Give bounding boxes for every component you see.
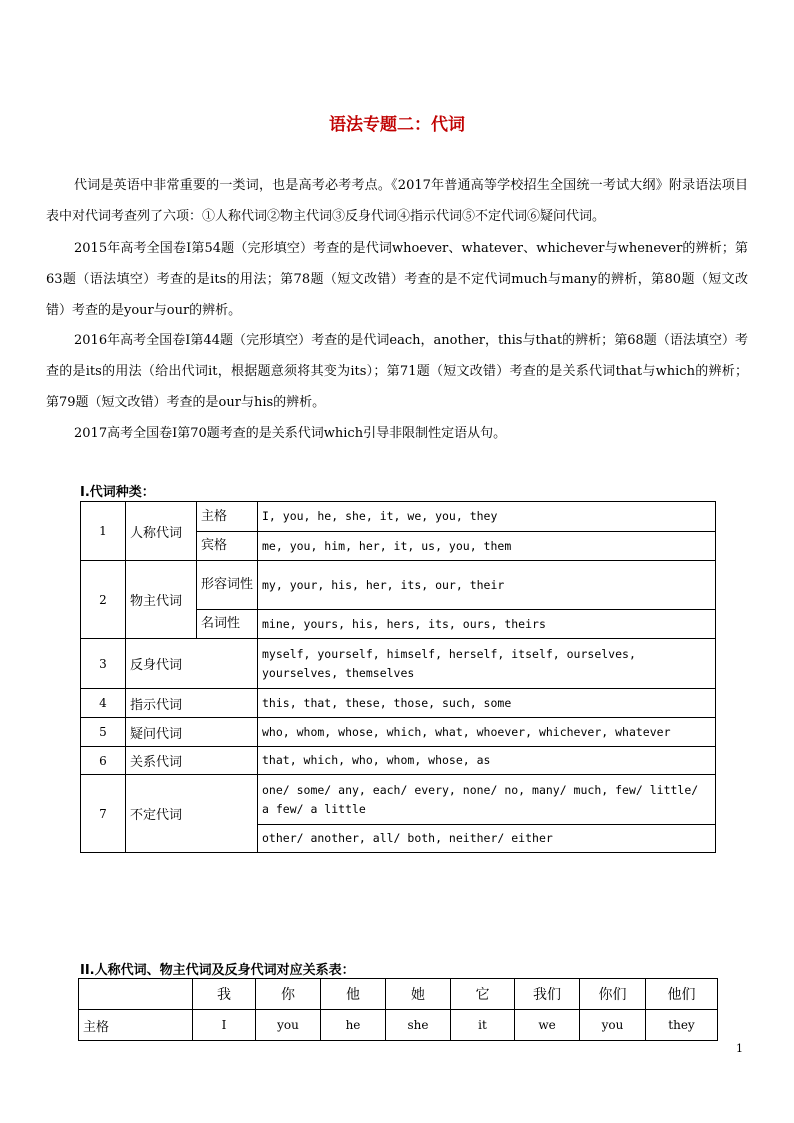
words-cell: who, whom, whose, which, what, whoever, whichever, whatever [258,718,716,747]
words-cell: that, which, who, whom, whose, as [258,747,716,775]
row-number: 6 [81,747,126,775]
page-number: 1 [736,1042,743,1055]
column-header: 我 [193,979,256,1010]
table-row [81,718,716,747]
category-cell: 反身代词 [126,639,258,689]
words-cell: my, your, his, her, its, our, their [258,561,716,610]
table-cell: we [515,1010,580,1041]
row-number: 7 [81,775,126,853]
subcategory-cell: 主格 [197,502,258,532]
table-row [81,747,716,775]
table-row [81,502,716,532]
column-header: 它 [451,979,515,1010]
category-cell: 关系代词 [126,747,258,775]
exam-2016-paragraph: 2016年高考全国卷Ⅰ第44题（完形填空）考查的是代词each，another，this与that的辨析；第68题（语法填空）考查的是its的用法（给出代词it，根据题意须将其变为its）；第71题（短文改错）考查的是关系代词that与which的辨析；第79题（短文改错）考查的是our与his的辨析。 [46,333,748,410]
column-header: 她 [386,979,451,1010]
words-cell: this, that, these, those, such, some [258,689,716,718]
table-cell: it [451,1010,515,1041]
category-cell: 人称代词 [126,502,197,561]
page-title: 语法专题二：代词 [329,115,465,135]
table-cell: they [646,1010,718,1041]
column-header: 你 [256,979,321,1010]
words-cell: myself, yourself, himself, herself, itself, ourselves, yourselves, themselves [258,639,716,689]
subcategory-cell: 宾格 [197,532,258,561]
row-number: 4 [81,689,126,718]
table-row [81,689,716,718]
pronoun-types-table [80,501,716,853]
section-heading-correspondence-table: II.人称代词、物主代词及反身代词对应关系表： [80,963,355,978]
words-cell: mine, yours, his, hers, its, ours, theirs [258,610,716,639]
row-number: 5 [81,718,126,747]
row-number: 3 [81,639,126,689]
column-header: 我们 [515,979,580,1010]
row-label: 主格 [79,1010,193,1041]
category-cell: 物主代词 [126,561,197,639]
table-cell: she [386,1010,451,1041]
table-cell: you [580,1010,646,1041]
category-cell: 指示代词 [126,689,258,718]
section-heading-pronoun-types: I.代词种类： [80,485,155,500]
table-row [81,775,716,825]
row-number: 1 [81,502,126,561]
subcategory-cell: 形容词性 [197,561,258,610]
column-header: 他们 [646,979,718,1010]
intro-paragraph: 代词是英语中非常重要的一类词，也是高考必考考点。《2017年普通高等学校招生全国统一考试大纲》附录语法项目表中对代词考查列了六项：①人称代词②物主代词③反身代词④指示代词⑤不定代词⑥疑问代词。 [46,178,748,224]
exam-2015-paragraph: 2015年高考全国卷Ⅰ第54题（完形填空）考查的是代词whoever、whatever、whichever与whenever的辨析；第63题（语法填空）考查的是its的用法；第78题（短文改错）考查的是不定代词much与many的辨析，第80题（短文改错）考查的是your与our的辨析。 [46,241,748,318]
row-number: 2 [81,561,126,639]
subcategory-cell: 名词性 [197,610,258,639]
table-row [81,639,716,689]
table-row [81,561,716,610]
correspondence-table [78,978,718,1041]
category-cell: 不定代词 [126,775,258,853]
table-cell: he [321,1010,386,1041]
column-header: 你们 [580,979,646,1010]
words-cell: I, you, he, she, it, we, you, they [258,502,716,532]
column-header: 他 [321,979,386,1010]
table-cell: I [193,1010,256,1041]
table-header-row [79,979,718,1010]
words-cell: one/ some/ any, each/ every, none/ no, many/ much, few/ little/ a few/ a little [258,775,716,825]
category-cell: 疑问代词 [126,718,258,747]
words-cell: other/ another, all/ both, neither/ either [258,825,716,853]
table-cell: you [256,1010,321,1041]
exam-2017-paragraph: 2017高考全国卷Ⅰ第70题考查的是关系代词which引导非限制性定语从句。 [74,426,507,441]
words-cell: me, you, him, her, it, us, you, them [258,532,716,561]
table-row [79,1010,718,1041]
corner-cell [79,979,193,1010]
